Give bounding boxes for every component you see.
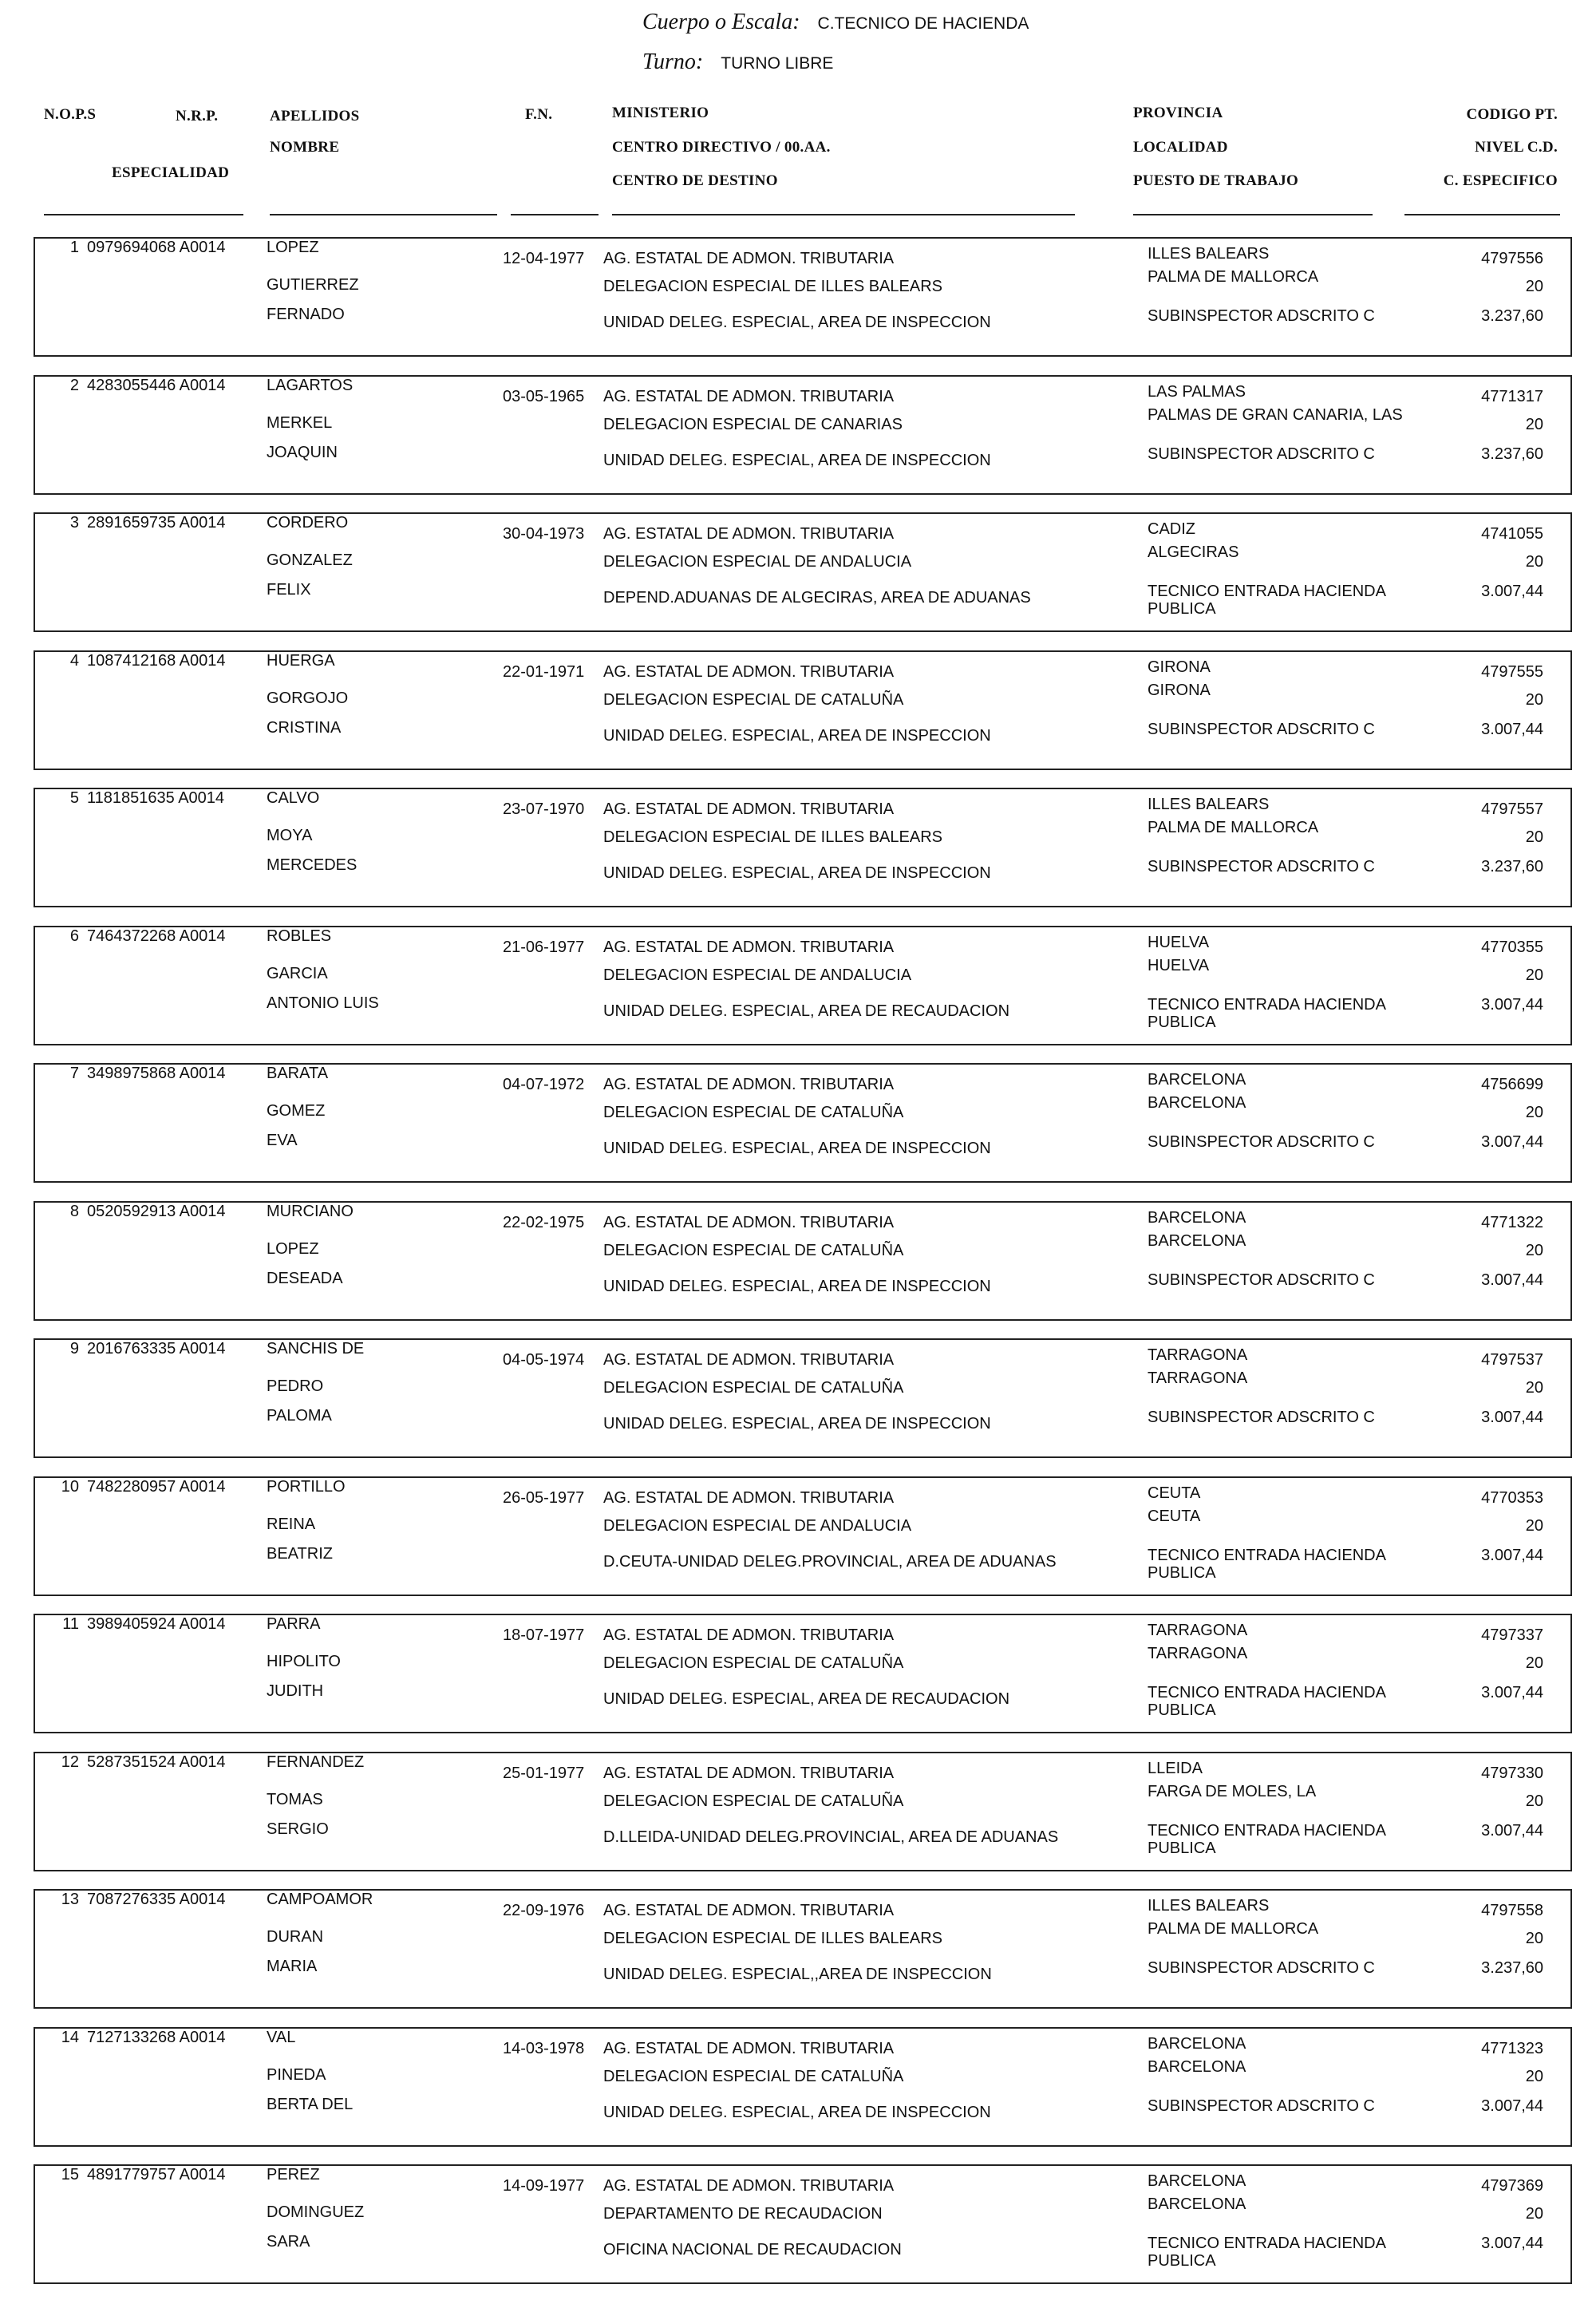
header-rule xyxy=(270,214,497,215)
record-row xyxy=(34,375,1572,495)
record-provincia: ILLES BALEARS xyxy=(1148,245,1270,263)
record-nivel: 20 xyxy=(1525,828,1543,846)
record-centro-directivo: DELEGACION ESPECIAL DE CATALUÑA xyxy=(603,1379,904,1397)
record-apellido-1: MURCIANO xyxy=(267,1203,354,1220)
record-centro-destino: UNIDAD DELEG. ESPECIAL, AREA DE INSPECCION xyxy=(603,864,991,882)
record-row xyxy=(34,1201,1572,1321)
record-row xyxy=(34,1752,1572,1871)
record-centro-destino: UNIDAD DELEG. ESPECIAL, AREA DE INSPECCION xyxy=(603,1140,991,1157)
record-fn: 21-06-1977 xyxy=(503,939,585,956)
record-centro-directivo: DELEGACION ESPECIAL DE ILLES BALEARS xyxy=(603,1930,942,1947)
record-localidad: PALMA DE MALLORCA xyxy=(1148,819,1319,836)
col-nivel: NIVEL C.D. xyxy=(1475,139,1558,156)
record-number: 6 xyxy=(69,927,79,945)
record-codigo: 4770353 xyxy=(1481,1489,1543,1507)
record-provincia: GIRONA xyxy=(1148,658,1211,676)
record-puesto: TECNICO ENTRADA HACIENDA PUBLICA xyxy=(1148,996,1385,1031)
record-fn: 04-05-1974 xyxy=(503,1351,585,1369)
record-apellido-1: FERNANDEZ xyxy=(267,1753,365,1771)
record-nrp: 7464372268 A0014 xyxy=(87,927,226,945)
record-ministerio: AG. ESTATAL DE ADMON. TRIBUTARIA xyxy=(603,663,895,681)
record-localidad: FARGA DE MOLES, LA xyxy=(1148,1783,1317,1800)
record-row xyxy=(34,1063,1572,1183)
record-puesto: SUBINSPECTOR ADSCRITO C xyxy=(1148,1959,1375,1977)
col-centro-destino: CENTRO DE DESTINO xyxy=(612,172,778,189)
record-codigo: 4771323 xyxy=(1481,2040,1543,2057)
record-apellido-1: HUERGA xyxy=(267,652,335,670)
record-number: 14 xyxy=(61,2029,79,2046)
header-rule xyxy=(44,214,243,215)
record-apellido-1: PARRA xyxy=(267,1615,321,1633)
record-nombre: FERNADO xyxy=(267,306,345,323)
record-ministerio: AG. ESTATAL DE ADMON. TRIBUTARIA xyxy=(603,1076,895,1093)
record-provincia: BARCELONA xyxy=(1148,1209,1246,1227)
record-number: 1 xyxy=(69,239,79,256)
cuerpo-line xyxy=(642,10,1029,35)
col-localidad: LOCALIDAD xyxy=(1133,139,1228,156)
record-centro-directivo: DELEGACION ESPECIAL DE CATALUÑA xyxy=(603,1242,904,1259)
record-nombre: DESEADA xyxy=(267,1270,343,1287)
record-row xyxy=(34,1338,1572,1458)
record-nivel: 20 xyxy=(1525,1517,1543,1535)
record-codigo: 4797555 xyxy=(1481,663,1543,681)
record-provincia: LLEIDA xyxy=(1148,1760,1203,1777)
record-provincia: ILLES BALEARS xyxy=(1148,1897,1270,1915)
record-nivel: 20 xyxy=(1525,1104,1543,1121)
record-especifico: 3.237,60 xyxy=(1481,307,1543,325)
record-puesto: SUBINSPECTOR ADSCRITO C xyxy=(1148,1409,1375,1426)
record-ministerio: AG. ESTATAL DE ADMON. TRIBUTARIA xyxy=(603,1902,895,1919)
turno-value: TURNO LIBRE xyxy=(721,54,834,73)
col-provincia: PROVINCIA xyxy=(1133,105,1223,121)
record-fn: 14-03-1978 xyxy=(503,2040,585,2057)
record-nivel: 20 xyxy=(1525,1242,1543,1259)
record-centro-destino: OFICINA NACIONAL DE RECAUDACION xyxy=(603,2241,902,2259)
record-codigo: 4797557 xyxy=(1481,800,1543,818)
record-number: 13 xyxy=(61,1891,79,1908)
record-apellido-1: VAL xyxy=(267,2029,296,2046)
record-apellido-1: CALVO xyxy=(267,789,320,807)
record-nombre: MERCEDES xyxy=(267,856,358,874)
record-number: 10 xyxy=(61,1478,79,1496)
record-especifico: 3.007,44 xyxy=(1481,1409,1543,1426)
record-nombre: SERGIO xyxy=(267,1820,329,1838)
record-codigo: 4797337 xyxy=(1481,1626,1543,1644)
col-codigo: CODIGO PT. xyxy=(1466,106,1558,123)
record-fn: 30-04-1973 xyxy=(503,525,585,543)
record-nrp: 4283055446 A0014 xyxy=(87,377,226,394)
record-centro-destino: DEPEND.ADUANAS DE ALGECIRAS, AREA DE ADUANAS xyxy=(603,589,1031,607)
record-codigo: 4771317 xyxy=(1481,388,1543,405)
record-fn: 26-05-1977 xyxy=(503,1489,585,1507)
record-puesto: SUBINSPECTOR ADSCRITO C xyxy=(1148,721,1375,738)
record-number: 9 xyxy=(69,1340,79,1357)
record-localidad: GIRONA xyxy=(1148,682,1211,699)
record-especifico: 3.007,44 xyxy=(1481,1822,1543,1840)
cuerpo-label: Cuerpo o Escala: xyxy=(642,10,800,34)
record-provincia: CADIZ xyxy=(1148,520,1195,538)
record-apellido-2: MERKEL xyxy=(267,414,333,432)
record-puesto: TECNICO ENTRADA HACIENDA PUBLICA xyxy=(1148,583,1385,618)
turno-line xyxy=(642,49,833,75)
record-puesto: TECNICO ENTRADA HACIENDA PUBLICA xyxy=(1148,1822,1385,1857)
record-number: 15 xyxy=(61,2166,79,2183)
record-apellido-2: GONZALEZ xyxy=(267,551,353,569)
record-centro-directivo: DELEGACION ESPECIAL DE CATALUÑA xyxy=(603,691,904,709)
record-apellido-2: REINA xyxy=(267,1516,316,1533)
header-rule xyxy=(511,214,598,215)
record-codigo: 4797330 xyxy=(1481,1765,1543,1782)
record-codigo: 4797558 xyxy=(1481,1902,1543,1919)
record-codigo: 4771322 xyxy=(1481,1214,1543,1231)
record-provincia: BARCELONA xyxy=(1148,2172,1246,2190)
record-nombre: ANTONIO LUIS xyxy=(267,994,379,1012)
record-number: 7 xyxy=(69,1065,79,1082)
record-centro-directivo: DELEGACION ESPECIAL DE CATALUÑA xyxy=(603,2068,904,2085)
col-centro-directivo: CENTRO DIRECTIVO / 00.AA. xyxy=(612,139,831,156)
record-puesto: SUBINSPECTOR ADSCRITO C xyxy=(1148,445,1375,463)
record-ministerio: AG. ESTATAL DE ADMON. TRIBUTARIA xyxy=(603,2177,895,2195)
record-nivel: 20 xyxy=(1525,1654,1543,1672)
record-number: 4 xyxy=(69,652,79,670)
record-apellido-2: HIPOLITO xyxy=(267,1653,341,1670)
record-apellido-2: PEDRO xyxy=(267,1377,324,1395)
record-centro-destino: UNIDAD DELEG. ESPECIAL, AREA DE INSPECCION xyxy=(603,452,991,469)
record-apellido-2: GARCIA xyxy=(267,965,328,982)
record-apellido-1: CORDERO xyxy=(267,514,349,532)
record-provincia: HUELVA xyxy=(1148,934,1210,951)
record-apellido-2: PINEDA xyxy=(267,2066,326,2084)
record-nrp: 5287351524 A0014 xyxy=(87,1753,226,1771)
header-rule xyxy=(1404,214,1560,215)
record-row xyxy=(34,1889,1572,2009)
record-nrp: 7482280957 A0014 xyxy=(87,1478,226,1496)
record-number: 8 xyxy=(69,1203,79,1220)
record-fn: 18-07-1977 xyxy=(503,1626,585,1644)
record-apellido-1: ROBLES xyxy=(267,927,332,945)
record-apellido-1: CAMPOAMOR xyxy=(267,1891,373,1908)
record-provincia: TARRAGONA xyxy=(1148,1346,1248,1364)
record-apellido-2: GORGOJO xyxy=(267,690,349,707)
record-ministerio: AG. ESTATAL DE ADMON. TRIBUTARIA xyxy=(603,250,895,267)
record-apellido-2: TOMAS xyxy=(267,1791,323,1808)
record-provincia: CEUTA xyxy=(1148,1484,1201,1502)
record-row xyxy=(34,926,1572,1045)
record-especifico: 3.237,60 xyxy=(1481,1959,1543,1977)
record-centro-directivo: DELEGACION ESPECIAL DE ANDALUCIA xyxy=(603,553,912,571)
record-centro-destino: UNIDAD DELEG. ESPECIAL, AREA DE RECAUDACION xyxy=(603,1002,1010,1020)
record-ministerio: AG. ESTATAL DE ADMON. TRIBUTARIA xyxy=(603,1626,895,1644)
record-apellido-2: DURAN xyxy=(267,1928,324,1946)
col-nombre: NOMBRE xyxy=(270,139,340,156)
col-nrp: N.R.P. xyxy=(176,108,219,124)
record-fn: 12-04-1977 xyxy=(503,250,585,267)
record-ministerio: AG. ESTATAL DE ADMON. TRIBUTARIA xyxy=(603,2040,895,2057)
record-row xyxy=(34,650,1572,770)
col-fn: F.N. xyxy=(525,106,553,123)
record-centro-directivo: DELEGACION ESPECIAL DE CATALUÑA xyxy=(603,1104,904,1121)
record-nombre: BERTA DEL xyxy=(267,2096,354,2113)
record-centro-destino: UNIDAD DELEG. ESPECIAL, AREA DE RECAUDACION xyxy=(603,1690,1010,1708)
record-nombre: FELIX xyxy=(267,581,311,599)
record-especifico: 3.007,44 xyxy=(1481,583,1543,600)
record-fn: 22-01-1971 xyxy=(503,663,585,681)
record-codigo: 4797556 xyxy=(1481,250,1543,267)
record-localidad: HUELVA xyxy=(1148,957,1210,974)
record-centro-destino: UNIDAD DELEG. ESPECIAL, AREA DE INSPECCION xyxy=(603,727,991,745)
record-puesto: SUBINSPECTOR ADSCRITO C xyxy=(1148,1271,1375,1289)
record-nombre: JUDITH xyxy=(267,1682,324,1700)
record-codigo: 4770355 xyxy=(1481,939,1543,956)
record-especifico: 3.007,44 xyxy=(1481,2235,1543,2252)
record-localidad: BARCELONA xyxy=(1148,2058,1246,2076)
record-fn: 14-09-1977 xyxy=(503,2177,585,2195)
record-provincia: BARCELONA xyxy=(1148,2035,1246,2053)
record-nrp: 3498975868 A0014 xyxy=(87,1065,226,1082)
record-centro-directivo: DELEGACION ESPECIAL DE ILLES BALEARS xyxy=(603,828,942,846)
record-localidad: BARCELONA xyxy=(1148,1094,1246,1112)
record-ministerio: AG. ESTATAL DE ADMON. TRIBUTARIA xyxy=(603,1351,895,1369)
record-nivel: 20 xyxy=(1525,278,1543,295)
record-codigo: 4756699 xyxy=(1481,1076,1543,1093)
record-apellido-1: LOPEZ xyxy=(267,239,319,256)
record-row xyxy=(34,2027,1572,2147)
record-centro-destino: UNIDAD DELEG. ESPECIAL, AREA DE INSPECCION xyxy=(603,314,991,331)
record-ministerio: AG. ESTATAL DE ADMON. TRIBUTARIA xyxy=(603,388,895,405)
col-puesto: PUESTO DE TRABAJO xyxy=(1133,172,1299,189)
record-apellido-1: PEREZ xyxy=(267,2166,320,2183)
record-puesto: SUBINSPECTOR ADSCRITO C xyxy=(1148,2097,1375,2115)
col-especifico: C. ESPECIFICO xyxy=(1443,172,1558,189)
record-row xyxy=(34,1476,1572,1596)
record-centro-directivo: DELEGACION ESPECIAL DE CATALUÑA xyxy=(603,1654,904,1672)
record-nombre: BEATRIZ xyxy=(267,1545,333,1563)
header-rule xyxy=(1133,214,1373,215)
record-nombre: MARIA xyxy=(267,1958,318,1975)
record-fn: 23-07-1970 xyxy=(503,800,585,818)
record-nrp: 2016763335 A0014 xyxy=(87,1340,226,1357)
col-nops: N.O.P.S xyxy=(44,106,97,123)
record-apellido-2: DOMINGUEZ xyxy=(267,2203,365,2221)
record-row xyxy=(34,512,1572,632)
record-number: 2 xyxy=(69,377,79,394)
record-especifico: 3.007,44 xyxy=(1481,2097,1543,2115)
record-centro-directivo: DELEGACION ESPECIAL DE CATALUÑA xyxy=(603,1792,904,1810)
record-nrp: 7087276335 A0014 xyxy=(87,1891,226,1908)
record-puesto: SUBINSPECTOR ADSCRITO C xyxy=(1148,1133,1375,1151)
col-especialidad: ESPECIALIDAD xyxy=(112,164,230,181)
record-nombre: EVA xyxy=(267,1132,298,1149)
record-nombre: PALOMA xyxy=(267,1407,332,1425)
record-row xyxy=(34,788,1572,907)
record-row xyxy=(34,237,1572,357)
record-nivel: 20 xyxy=(1525,1792,1543,1810)
record-centro-destino: D.CEUTA-UNIDAD DELEG.PROVINCIAL, AREA DE ADUANAS xyxy=(603,1553,1057,1571)
record-ministerio: AG. ESTATAL DE ADMON. TRIBUTARIA xyxy=(603,525,895,543)
record-puesto: SUBINSPECTOR ADSCRITO C xyxy=(1148,858,1375,875)
record-localidad: BARCELONA xyxy=(1148,2195,1246,2213)
record-nrp: 3989405924 A0014 xyxy=(87,1615,226,1633)
record-nrp: 7127133268 A0014 xyxy=(87,2029,226,2046)
record-especifico: 3.237,60 xyxy=(1481,858,1543,875)
record-apellido-1: PORTILLO xyxy=(267,1478,346,1496)
record-especifico: 3.007,44 xyxy=(1481,1271,1543,1289)
record-nivel: 20 xyxy=(1525,2068,1543,2085)
record-ministerio: AG. ESTATAL DE ADMON. TRIBUTARIA xyxy=(603,1489,895,1507)
record-puesto: SUBINSPECTOR ADSCRITO C xyxy=(1148,307,1375,325)
record-nivel: 20 xyxy=(1525,966,1543,984)
record-nivel: 20 xyxy=(1525,691,1543,709)
record-codigo: 4797537 xyxy=(1481,1351,1543,1369)
record-apellido-1: BARATA xyxy=(267,1065,329,1082)
record-codigo: 4741055 xyxy=(1481,525,1543,543)
record-nrp: 2891659735 A0014 xyxy=(87,514,226,532)
record-provincia: BARCELONA xyxy=(1148,1071,1246,1089)
record-centro-destino: UNIDAD DELEG. ESPECIAL,,AREA DE INSPECCION xyxy=(603,1966,992,1983)
record-nivel: 20 xyxy=(1525,1930,1543,1947)
record-provincia: LAS PALMAS xyxy=(1148,383,1246,401)
record-puesto: TECNICO ENTRADA HACIENDA PUBLICA xyxy=(1148,1547,1385,1582)
record-apellido-1: LAGARTOS xyxy=(267,377,354,394)
record-apellido-2: MOYA xyxy=(267,827,313,844)
record-localidad: BARCELONA xyxy=(1148,1232,1246,1250)
record-especifico: 3.007,44 xyxy=(1481,1547,1543,1564)
record-centro-directivo: DELEGACION ESPECIAL DE ANDALUCIA xyxy=(603,1517,912,1535)
record-localidad: PALMA DE MALLORCA xyxy=(1148,1920,1319,1938)
record-centro-destino: UNIDAD DELEG. ESPECIAL, AREA DE INSPECCION xyxy=(603,1278,991,1295)
record-fn: 04-07-1972 xyxy=(503,1076,585,1093)
record-codigo: 4797369 xyxy=(1481,2177,1543,2195)
col-apellidos: APELLIDOS xyxy=(270,108,360,124)
record-nrp: 4891779757 A0014 xyxy=(87,2166,226,2183)
record-provincia: ILLES BALEARS xyxy=(1148,796,1270,813)
record-number: 5 xyxy=(69,789,79,807)
record-nivel: 20 xyxy=(1525,1379,1543,1397)
record-localidad: PALMAS DE GRAN CANARIA, LAS xyxy=(1148,406,1403,424)
record-ministerio: AG. ESTATAL DE ADMON. TRIBUTARIA xyxy=(603,1765,895,1782)
record-apellido-2: LOPEZ xyxy=(267,1240,319,1258)
record-centro-destino: UNIDAD DELEG. ESPECIAL, AREA DE INSPECCION xyxy=(603,2104,991,2121)
record-especifico: 3.007,44 xyxy=(1481,996,1543,1014)
record-number: 12 xyxy=(61,1753,79,1771)
record-nombre: CRISTINA xyxy=(267,719,342,737)
record-ministerio: AG. ESTATAL DE ADMON. TRIBUTARIA xyxy=(603,800,895,818)
record-apellido-2: GUTIERREZ xyxy=(267,276,359,294)
record-centro-destino: UNIDAD DELEG. ESPECIAL, AREA DE INSPECCION xyxy=(603,1415,991,1433)
record-centro-directivo: DELEGACION ESPECIAL DE ANDALUCIA xyxy=(603,966,912,984)
record-centro-directivo: DELEGACION ESPECIAL DE ILLES BALEARS xyxy=(603,278,942,295)
record-nombre: JOAQUIN xyxy=(267,444,338,461)
record-apellido-2: GOMEZ xyxy=(267,1102,326,1120)
record-puesto: TECNICO ENTRADA HACIENDA PUBLICA xyxy=(1148,1684,1385,1719)
record-fn: 22-09-1976 xyxy=(503,1902,585,1919)
record-nrp: 1181851635 A0014 xyxy=(87,789,225,807)
record-nivel: 20 xyxy=(1525,2205,1543,2223)
record-localidad: TARRAGONA xyxy=(1148,1645,1248,1662)
record-localidad: TARRAGONA xyxy=(1148,1369,1248,1387)
record-number: 11 xyxy=(62,1615,79,1633)
record-nivel: 20 xyxy=(1525,553,1543,571)
record-ministerio: AG. ESTATAL DE ADMON. TRIBUTARIA xyxy=(603,939,895,956)
record-nrp: 0520592913 A0014 xyxy=(87,1203,226,1220)
record-fn: 22-02-1975 xyxy=(503,1214,585,1231)
record-especifico: 3.007,44 xyxy=(1481,1684,1543,1701)
record-fn: 03-05-1965 xyxy=(503,388,585,405)
record-number: 3 xyxy=(69,514,79,532)
record-especifico: 3.007,44 xyxy=(1481,1133,1543,1151)
header-rule xyxy=(612,214,1075,215)
record-nrp: 0979694068 A0014 xyxy=(87,239,226,256)
record-provincia: TARRAGONA xyxy=(1148,1622,1248,1639)
record-ministerio: AG. ESTATAL DE ADMON. TRIBUTARIA xyxy=(603,1214,895,1231)
record-row xyxy=(34,1614,1572,1733)
record-puesto: TECNICO ENTRADA HACIENDA PUBLICA xyxy=(1148,2235,1385,2270)
record-especifico: 3.007,44 xyxy=(1481,721,1543,738)
record-nivel: 20 xyxy=(1525,416,1543,433)
record-especifico: 3.237,60 xyxy=(1481,445,1543,463)
record-fn: 25-01-1977 xyxy=(503,1765,585,1782)
turno-label: Turno: xyxy=(642,49,704,74)
record-centro-destino: D.LLEIDA-UNIDAD DELEG.PROVINCIAL, AREA DE ADUANAS xyxy=(603,1828,1059,1846)
record-nombre: SARA xyxy=(267,2233,310,2251)
record-row xyxy=(34,2164,1572,2284)
col-ministerio: MINISTERIO xyxy=(612,105,709,121)
cuerpo-value: C.TECNICO DE HACIENDA xyxy=(817,14,1029,33)
record-centro-directivo: DEPARTAMENTO DE RECAUDACION xyxy=(603,2205,883,2223)
record-localidad: CEUTA xyxy=(1148,1508,1201,1525)
record-nrp: 1087412168 A0014 xyxy=(87,652,226,670)
record-centro-directivo: DELEGACION ESPECIAL DE CANARIAS xyxy=(603,416,903,433)
record-localidad: PALMA DE MALLORCA xyxy=(1148,268,1319,286)
record-localidad: ALGECIRAS xyxy=(1148,543,1239,561)
record-apellido-1: SANCHIS DE xyxy=(267,1340,365,1357)
